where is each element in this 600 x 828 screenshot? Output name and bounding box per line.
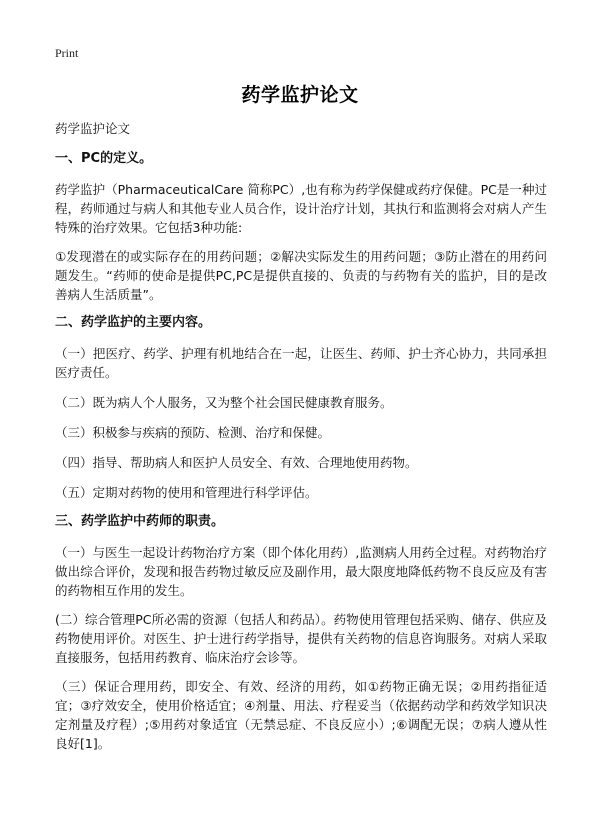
document-body [55,120,547,763]
paragraph: （三）保证合理用药，即安全、有效、经济的用药，如①药物正确无误；②用药指征适宜；③疗效安全，使用价格适宜；④剂量、用法、疗程妥当（依据药动学和药效学知识决定剂量及疗程）;⑤用药对象适宜（无禁忌症、不良反应小）;⑥调配无误；⑦病人遵从性良好[1]。 [55,679,547,751]
section-heading-pharmacist-duties: 三、药学监护中药师的职责。 [55,514,225,529]
section-heading-main-content: 二、药学监护的主要内容。 [55,315,212,330]
paragraph: （五）定期对药物的使用和管理进行科学评估。 [55,485,318,500]
paragraph: （一）与医生一起设计药物治疗方案（即个体化用药）,监测病人用药全过程。对药物治疗做出综合评价，发现和报告药物过敏反应及副作用，最大限度地降低药物不良反应及有害的药物相互作用的发生。 [55,545,547,598]
print-link[interactable]: Print [55,46,79,60]
section-heading-definition: 一、PC的定义。 [55,151,153,166]
paragraph: （二）既为病人个人服务，又为整个社会国民健康教育服务。 [55,395,393,410]
paragraph: （四）指导、帮助病人和医护人员安全、有效、合理地使用药物。 [55,455,418,470]
paragraph: 药学监护（PharmaceuticalCare 简称PC）,也有称为药学保健或药疗保健。PC是一种过程，药师通过与病人和其他专业人员合作，设计治疗计划，其执行和监测将会对病人产生特殊的治疗效果。它包括3种功能: [55,182,547,235]
paragraph: （三）积极参与疾病的预防、检测、治疗和保健。 [55,425,331,440]
document-title: 药学监护论文 [241,84,359,106]
paragraph: (二）综合管理PC所必需的资源（包括人和药品）。药物使用管理包括采购、储存、供应及药物使用评价。对医生、护士进行药学指导，提供有关药物的信息咨询服务。对病人采取直接服务，包括用药教育、临床治疗会诊等。 [55,612,547,665]
paragraph: ①发现潜在的或实际存在的用药问题；②解决实际发生的用药问题；③防止潜在的用药问题发生。“药师的使命是提供PC,PC是提供直接的、负责的与药物有关的监护，目的是改善病人生活质量”。 [55,249,547,302]
document-subtitle: 药学监护论文 [55,121,131,136]
paragraph: （一）把医疗、药学、护理有机地结合在一起，让医生、药师、护士齐心协力，共同承担医疗责任。 [55,346,547,380]
